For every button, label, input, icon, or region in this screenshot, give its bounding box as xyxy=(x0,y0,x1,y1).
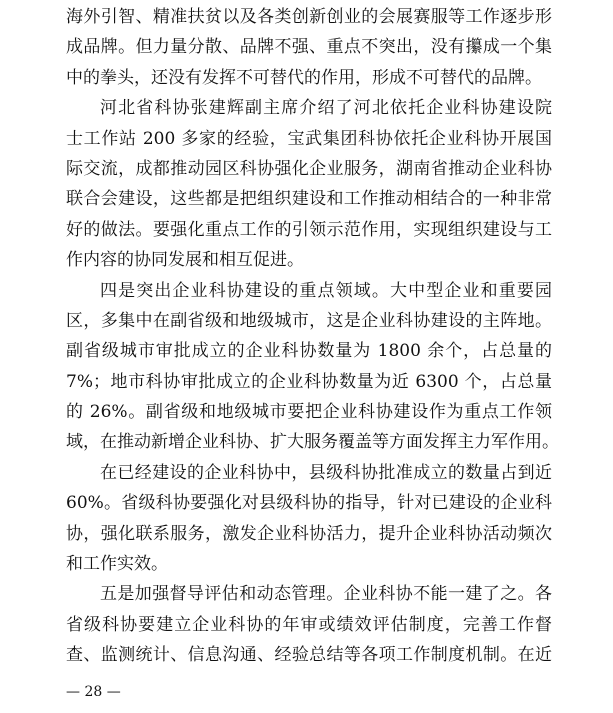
text-line: 成品牌。但力量分散、品牌不强、重点不突出，没有攥成一个集 xyxy=(66,37,552,58)
text-line: 副省级城市审批成立的企业科协数量为 1800 余个，占总量的 xyxy=(66,341,552,362)
text-line: 四是突出企业科协建设的重点领域。大中型企业和重要园 xyxy=(100,280,552,301)
text-line: 协，强化联系服务，激发企业科协活力，提升企业科协活动频次 xyxy=(66,523,552,544)
text-line: 河北省科协张建辉副主席介绍了河北依托企业科协建设院 xyxy=(100,98,552,119)
text-line: 际交流，成都推动园区科协强化企业服务，湖南省推动企业科协 xyxy=(66,158,552,179)
text-line: 省级科协要建立企业科协的年审或绩效评估制度，完善工作督 xyxy=(66,614,552,635)
text-line: 60%。省级科协要强化对县级科协的指导，针对已建设的企业科 xyxy=(66,493,552,514)
text-line: 中的拳头，还没有发挥不可替代的作用，形成不可替代的品牌。 xyxy=(66,67,542,88)
body-text xyxy=(66,2,559,671)
text-line: 作内容的协同发展和相互促进。 xyxy=(66,250,304,271)
text-line: 查、监测统计、信息沟通、经验总结等各项工作制度机制。在近 xyxy=(66,645,552,666)
text-line: 在已经建设的企业科协中，县级科协批准成立的数量占到近 xyxy=(100,462,552,483)
text-line: 域，在推动新增企业科协、扩大服务覆盖等方面发挥主力军作用。 xyxy=(66,432,559,453)
text-line: 区，多集中在副省级和地级城市，这是企业科协建设的主阵地。 xyxy=(66,310,552,331)
text-line: 五是加强督导评估和动态管理。企业科协不能一建了之。各 xyxy=(100,584,552,605)
text-line: 联合会建设，这些都是把组织建设和工作推动相结合的一种非常 xyxy=(66,189,552,210)
text-line: 和工作实效。 xyxy=(66,554,168,575)
page-number: — 28 — xyxy=(66,684,121,700)
text-line: 7%；地市科协审批成立的企业科协数量为近 6300 个，占总量 xyxy=(66,371,552,392)
text-line: 士工作站 200 多家的经验，宝武集团科协依托企业科协开展国 xyxy=(66,128,552,149)
text-line: 的 26%。副省级和地级城市要把企业科协建设作为重点工作领 xyxy=(66,402,552,423)
text-line: 海外引智、精准扶贫以及各类创新创业的会展赛服等工作逐步形 xyxy=(66,7,552,27)
text-line: 好的做法。要强化重点工作的引领示范作用，实现组织建设与工 xyxy=(66,219,552,240)
